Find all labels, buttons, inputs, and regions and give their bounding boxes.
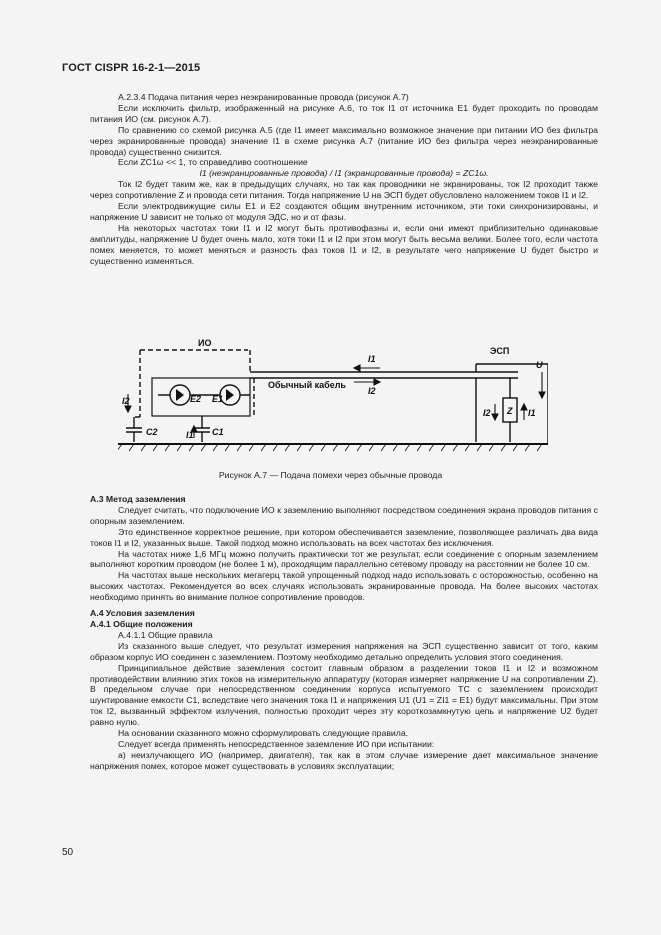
subsection-title: А.2.3.4 Подача питания через неэкранированные провода (рисунок А.7) <box>118 92 409 102</box>
section-heading-a3: А.3 Метод заземления <box>90 494 186 504</box>
paragraph: Из сказанного выше следует, что результат измерения напряжения на ЭСП существенно зависит от того, каким образом корпус ИО соединен с заземлением. Поэтому необходимо детально определить условия этого соединения. <box>90 640 598 662</box>
paragraph: На основании сказанного можно сформулировать следующие правила. <box>118 728 409 739</box>
figure-caption: Рисунок А.7 — Подача помехи через обычные провода <box>218 470 443 480</box>
lisn-enclosure <box>476 364 548 444</box>
label-e2: E2 <box>190 394 202 404</box>
paragraph: Если исключить фильтр, изображенный на рисунке А.6, то ток I1 от источника E1 будет проходить по проводам питания ИО (см. рисунок А.7). <box>90 102 598 124</box>
label-i1-lisn: I1 <box>528 408 536 418</box>
section-heading-a4: А.4 Условия заземления <box>90 608 195 619</box>
paragraph: Это единственное корректное решение, при котором обеспечивается заземление, позволяющее различать два вида токов I1 и I2, указанных выше. Такой подход можно использовать на всех частотах без исключения. <box>90 526 598 548</box>
label-z: Z <box>507 406 513 416</box>
label-eut: ИО <box>198 338 212 348</box>
label-i1-cable: I1 <box>368 354 376 364</box>
page-number: 50 <box>62 847 74 858</box>
capacitor-c2 <box>126 417 142 442</box>
paragraph: Принципиальное действие заземления состоит главным образом в разделении токов I1 и I2 и возможном противодействии влиянию этих токов на измерительную аппаратуру (которая измеряет напряжение U на сопротивлении Z). В предельном случае при непосредственном соединении корпуса испытуемого ТС с заземлением происходит шунтирование емкости C1, вследствие чего значения тока I1 и напряжения U1 (U1 = ZI1 = E1) будут максимальны. При этом ток I2, вызванный эффектом излучения, полностью проходит через эту короткозамкнутую цепь и напряжение U2 будет равно нулю. <box>90 662 598 728</box>
formula: I1 (неэкранированные провода) / I1 (экранированные провода) = ZC1ω. <box>199 168 489 179</box>
paragraph: Если ZC1ω << 1, то справедливо соотношение <box>118 157 308 168</box>
capacitor-c1 <box>194 416 210 442</box>
cable <box>250 372 518 378</box>
label-e1: E1 <box>212 394 224 404</box>
paragraph: Если электродвижущие силы E1 и E2 создаются общим внутренним источником, эти токи синхронизированы, и напряжение U зависит не только от модуля ЭДС, но и от фазы. <box>90 201 598 222</box>
figure-a7 <box>118 332 548 467</box>
label-u: U <box>536 360 543 370</box>
text-block-lower <box>90 494 598 772</box>
section-heading-a41: А.4.1 Общие положения <box>90 618 193 629</box>
paragraph: Следует считать, что подключение ИО к заземлению выполняют посредством соединения экрана проводов питания с опорным заземлением. <box>90 504 598 526</box>
paragraph: По сравнению со схемой рисунка А.5 (где I1 имеет максимально возможное значение при питании ИО без фильтра через экранированные провода) значение I1 в схеме рисунка А.7 (питание ИО без фильтра через неэкранированные провода) существенно снизится. <box>90 124 598 157</box>
paragraph: Следует всегда применять непосредственное заземление ИО при испытании: <box>118 738 435 749</box>
text-block-upper <box>90 92 598 267</box>
paragraph: Ток I2 будет таким же, как в предыдущих случаях, но так как проводники не экранированы, ток I2 проходит также через сопротивление Z и провода сети питания. Тогда напряжение U на ЭСП будет обусловлено наложением токов I1 и I2. <box>90 179 598 201</box>
paragraph: а) неизлучающего ИО (например, двигателя), так как в этом случае измерение дает максимальное значение напряжения помех, которое может существовать в условиях эксплуатации; <box>90 749 598 771</box>
label-i2-lisn: I2 <box>483 408 491 418</box>
label-lisn: ЭСП <box>490 346 510 356</box>
subsection-title: А.4.1.1 Общие правила <box>118 629 213 640</box>
label-i1-c1: I1 <box>186 430 194 440</box>
label-c2: C2 <box>146 427 158 437</box>
paragraph: На частотах ниже 1,6 МГц можно получить практически тот же результат, если соединение с опорным заземлением выполняют коротким проводом (не более 1 м), проходящим параллельно сетевому проводу на расстоянии не более 10 см. <box>90 548 598 570</box>
paragraph: На частотах выше нескольких мегагерц такой упрощенный подход надо использовать с осторожностью, особенно на высоких частотах. Рекомендуется во всех случаях использовать экранированные провода. На более высоких частотах необходимо принять во внимание полное сопротивление проводов. <box>90 570 598 603</box>
label-i2-left: I2 <box>122 396 130 406</box>
eut-shield-outline <box>134 350 248 417</box>
label-i2-cable: I2 <box>368 386 376 396</box>
label-cable: Обычный кабель <box>268 380 346 390</box>
circuit-diagram <box>118 332 548 462</box>
paragraph: На некоторых частотах токи I1 и I2 могут быть противофазны и, если они имеют приблизительно одинаковые амплитуды, напряжение U будет очень мало, хотя токи I1 и I2 при этом могут быть весьма велики. Более того, если частота помех меняется, то может меняться и разность фаз токов I1 и I2, в результате чего напряжение U будет быстро и существенно изменяться. <box>90 222 598 266</box>
running-header: ГОСТ CISPR 16-2-1—2015 <box>62 62 201 74</box>
label-c1: C1 <box>212 427 224 437</box>
